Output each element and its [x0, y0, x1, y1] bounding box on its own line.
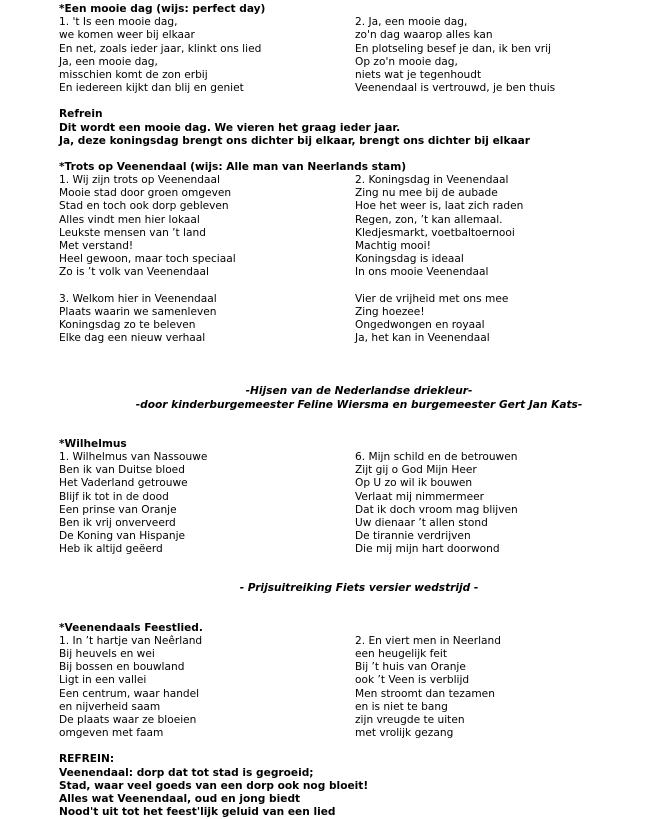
verse-1	[59, 174, 355, 280]
verse-line: Ja, een mooie dag,	[59, 55, 158, 68]
verse-line: Ben ik van Duitse bloed	[59, 464, 185, 477]
verse-line: misschien komt de zon erbij	[59, 68, 208, 81]
verse-line: Verlaat mij nimmermeer	[355, 490, 485, 503]
verse-line: Mooie stad door groen omgeven	[59, 187, 232, 200]
verse-line: Uw dienaar ’t allen stond	[355, 516, 488, 529]
verse-line: De tirannie verdrijven	[355, 530, 471, 543]
refrain-line: Veenendaal: dorp dat tot stad is gegroeid;	[59, 766, 314, 779]
verse-3-continued	[355, 293, 655, 346]
verse-line: Leukste mensen van ’t land	[59, 226, 206, 239]
refrain-label: REFREIN:	[59, 753, 115, 766]
verse-line: De Koning van Hispanje	[59, 530, 186, 543]
refrain-line: Dit wordt een mooie dag. We vieren het graag ieder jaar.	[59, 121, 401, 134]
verse-line: En iedereen kijkt dan blij en geniet	[59, 82, 244, 95]
flag-ceremony-subheading: -door kinderburgemeester Feline Wiersma en burgemeester Gert Jan Kats-	[135, 398, 583, 411]
verse-line: Zing hoezee!	[355, 305, 425, 318]
verse-line: en nijverheid saam	[59, 700, 161, 713]
song-title-trots-op-veenendaal: *Trots op Veenendaal (wijs: Alle man van Neerlands stam)	[59, 160, 407, 173]
verse-line: Heel gewoon, maar toch speciaal	[59, 253, 236, 266]
verse-1	[59, 16, 355, 95]
verse-2	[355, 635, 655, 741]
verse-line: De plaats waar ze bloeien	[59, 713, 197, 726]
song-title-veenendaals-feestlied: *Veenendaals Feestlied.	[59, 621, 203, 634]
verse-line: Zo is ’t volk van Veenendaal	[59, 266, 209, 279]
verse-line: Ligt in een vallei	[59, 674, 147, 687]
verse-columns	[59, 174, 659, 280]
verse-line: Bij heuvels en wei	[59, 648, 155, 661]
verse-columns	[59, 16, 659, 95]
verse-line: 1. 't Is een mooie dag,	[59, 16, 178, 29]
refrain-line: Nood't uit tot het feest'lijk geluid van een lied	[59, 806, 336, 819]
verse-line: Regen, zon, ’t kan allemaal.	[355, 213, 503, 226]
verse-line: Koningsdag zo te beleven	[59, 318, 196, 331]
verse-line: Bij ’t huis van Oranje	[355, 661, 466, 674]
song-title-een-mooie-dag: *Een mooie dag (wijs: perfect day)	[59, 3, 266, 15]
refrain-line: Stad, waar veel goeds van een dorp ook nog bloeit!	[59, 779, 369, 792]
verse-line: En net, zoals ieder jaar, klinkt ons lied	[59, 42, 262, 55]
verse-line: Die mij mijn hart doorwond	[355, 543, 500, 556]
verse-line: Heb ik altijd geëerd	[59, 543, 163, 556]
verse-line: Zijt gij o God Mijn Heer	[355, 464, 477, 477]
verse-line: Men stroomt dan tezamen	[355, 687, 495, 700]
verse-line: Machtig mooi!	[355, 240, 431, 253]
verse-line: Ongedwongen en royaal	[355, 318, 485, 331]
verse-line: Het Vaderland getrouwe	[59, 477, 188, 490]
song-title-wilhelmus: *Wilhelmus	[59, 437, 127, 450]
verse-line: 1. Wij zijn trots op Veenendaal	[59, 174, 220, 187]
lyrics-page	[59, 3, 659, 819]
verse-1	[59, 635, 355, 741]
prize-ceremony-heading: - Prijsuitreiking Fiets versier wedstrijd -	[239, 582, 479, 595]
verse-line: Blijf ik tot in de dood	[59, 490, 169, 503]
verse-2	[355, 174, 655, 280]
verse-line: we komen weer bij elkaar	[59, 29, 195, 42]
verse-line: Koningsdag is ideaal	[355, 253, 464, 266]
verse-line: niets wat je tegenhoudt	[355, 68, 482, 81]
verse-line: Ja, het kan in Veenendaal	[355, 332, 490, 345]
verse-line: En plotseling besef je dan, ik ben vrij	[355, 42, 551, 55]
verse-6	[355, 451, 655, 557]
verse-line: Zing nu mee bij de aubade	[355, 187, 498, 200]
verse-line: Een centrum, waar handel	[59, 687, 200, 700]
verse-columns	[59, 293, 659, 346]
verse-line: Een prinse van Oranje	[59, 503, 177, 516]
verse-2	[355, 16, 655, 95]
verse-line: Op U zo wil ik bouwen	[355, 477, 473, 490]
verse-line: 1. Wilhelmus van Nassouwe	[59, 450, 208, 463]
verse-line: Dat ik doch vroom mag blijven	[355, 503, 518, 516]
verse-line: Ben ik vrij onverveerd	[59, 516, 176, 529]
verse-line: Plaats waarin we samenleven	[59, 305, 217, 318]
verse-line: en is niet te bang	[355, 700, 448, 713]
verse-line: 3. Welkom hier in Veenendaal	[59, 292, 217, 305]
verse-line: Op zo'n mooie dag,	[355, 55, 458, 68]
verse-line: ook ’t Veen is verblijd	[355, 674, 470, 687]
verse-line: 2. En viert men in Neerland	[355, 634, 501, 647]
verse-line: Hoe het weer is, laat zich raden	[355, 200, 524, 213]
verse-line: 2. Koningsdag in Veenendaal	[355, 174, 509, 187]
verse-3	[59, 293, 355, 346]
verse-line: Met verstand!	[59, 240, 134, 253]
verse-line: omgeven met faam	[59, 727, 164, 740]
verse-line: Kledjesmarkt, voetbaltoernooi	[355, 226, 515, 239]
verse-line: Elke dag een nieuw verhaal	[59, 332, 206, 345]
refrain-line: Ja, deze koningsdag brengt ons dichter bij elkaar, brengt ons dichter bij elkaar	[59, 134, 531, 147]
verse-line: zo'n dag waarop alles kan	[355, 29, 493, 42]
verse-line: Veenendaal is vertrouwd, je ben thuis	[355, 82, 556, 95]
verse-line: zijn vreugde te uiten	[355, 713, 465, 726]
verse-columns	[59, 635, 659, 741]
verse-line: een heugelijk feit	[355, 648, 447, 661]
verse-line: Bij bossen en bouwland	[59, 661, 185, 674]
verse-line: Stad en toch ook dorp gebleven	[59, 200, 229, 213]
flag-ceremony-heading: -Hijsen van de Nederlandse driekleur-	[245, 385, 473, 398]
verse-line: In ons mooie Veenendaal	[355, 266, 489, 279]
verse-1	[59, 451, 355, 557]
verse-line: Vier de vrijheid met ons mee	[355, 292, 509, 305]
verse-line: Alles vindt men hier lokaal	[59, 213, 200, 226]
verse-line: 1. In ’t hartje van Neêrland	[59, 634, 203, 647]
verse-line: met vrolijk gezang	[355, 727, 454, 740]
refrain-label: Refrein	[59, 108, 103, 121]
verse-line: 2. Ja, een mooie dag,	[355, 16, 468, 29]
refrain-line: Alles wat Veenendaal, oud en jong biedt	[59, 792, 301, 805]
verse-columns	[59, 451, 659, 557]
verse-line: 6. Mijn schild en de betrouwen	[355, 450, 518, 463]
